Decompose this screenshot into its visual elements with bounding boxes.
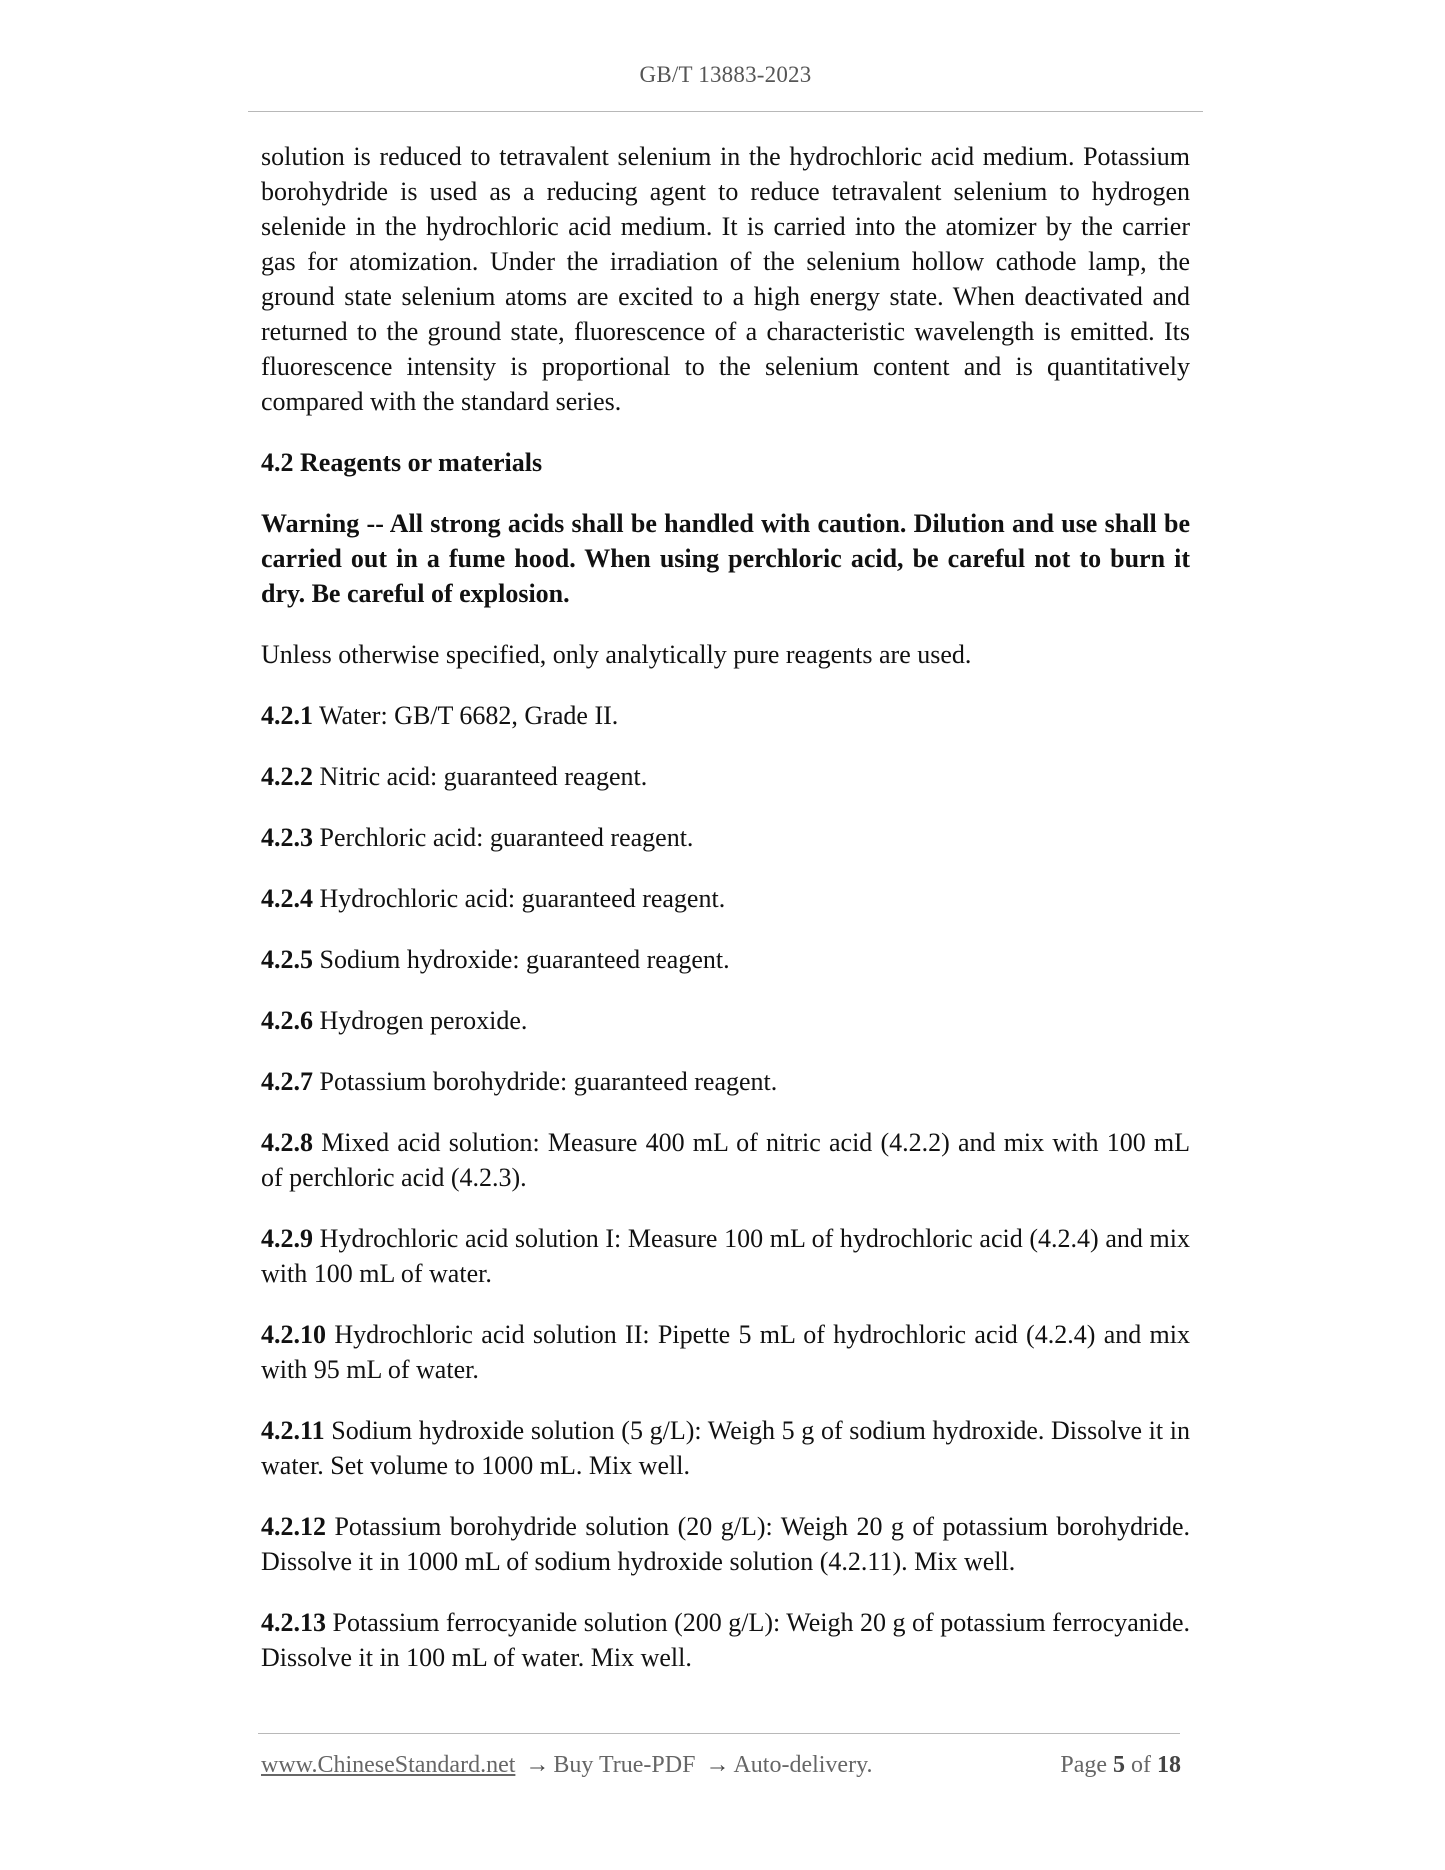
page-label: Page <box>1060 1752 1107 1778</box>
reagent-item-4-2-2 <box>261 759 1190 794</box>
reagent-item-4-2-8 <box>261 1125 1190 1195</box>
delivery-text: Auto-delivery. <box>733 1752 873 1778</box>
item-number: 4.2.5 <box>261 945 313 974</box>
section-heading: 4.2 Reagents or materials <box>261 448 543 477</box>
warning-paragraph: Warning -- All strong acids shall be handled with caution. Dilution and use shall be carried out in a fume hood. When using perchloric acid, be careful not to burn it dry. Be careful of explosion. <box>261 509 1190 608</box>
item-number: 4.2.11 <box>261 1416 325 1445</box>
reagent-item-4-2-11 <box>261 1413 1190 1483</box>
item-text: Potassium ferrocyanide solution (200 g/L): Weigh 20 g of potassium ferrocyanide. Dissolve it in 100 mL of water. Mix well. <box>261 1608 1191 1672</box>
item-number: 4.2.8 <box>261 1128 313 1157</box>
item-text: Water: GB/T 6682, Grade II. <box>319 701 619 730</box>
page-of-label: of <box>1131 1752 1151 1778</box>
site-link[interactable]: www.ChineseStandard.net <box>261 1752 516 1778</box>
item-text: Mixed acid solution: Measure 400 mL of nitric acid (4.2.2) and mix with 100 mL of perchloric acid (4.2.3). <box>261 1128 1190 1192</box>
item-text: Sodium hydroxide solution (5 g/L): Weigh 5 g of sodium hydroxide. Dissolve it in water. Set volume to 1000 mL. Mix well. <box>261 1416 1190 1480</box>
document-header-title: GB/T 13883-2023 <box>639 62 812 87</box>
item-text: Potassium borohydride solution (20 g/L): Weigh 20 g of potassium borohydride. Dissolve it in 1000 mL of sodium hydroxide solution (4.2.11). Mix well. <box>261 1512 1191 1576</box>
item-text: Hydrochloric acid solution I: Measure 100 mL of hydrochloric acid (4.2.4) and mix with 100 mL of water. <box>261 1224 1191 1288</box>
item-number: 4.2.10 <box>261 1320 326 1349</box>
right-arrow-icon: → <box>705 1752 730 1778</box>
header-divider <box>248 111 1203 112</box>
current-page-number: 5 <box>1113 1752 1125 1778</box>
item-text: Hydrochloric acid: guaranteed reagent. <box>319 884 726 913</box>
buy-text: Buy True-PDF <box>553 1752 696 1778</box>
item-text: Potassium borohydride: guaranteed reagent. <box>319 1067 778 1096</box>
item-number: 4.2.9 <box>261 1224 313 1253</box>
reagent-item-4-2-5 <box>261 942 1190 977</box>
reagent-item-4-2-10 <box>261 1317 1190 1387</box>
reagent-item-4-2-13 <box>261 1605 1190 1675</box>
item-text: Hydrogen peroxide. <box>319 1006 528 1035</box>
reagent-item-4-2-3 <box>261 820 1190 855</box>
item-number: 4.2.6 <box>261 1006 313 1035</box>
item-text: Nitric acid: guaranteed reagent. <box>319 762 648 791</box>
reagent-item-4-2-6 <box>261 1003 1190 1038</box>
reagent-item-4-2-9 <box>261 1221 1190 1291</box>
right-arrow-icon: → <box>525 1752 550 1778</box>
item-text: Perchloric acid: guaranteed reagent. <box>319 823 694 852</box>
item-number: 4.2.7 <box>261 1067 313 1096</box>
total-page-number: 18 <box>1157 1752 1181 1778</box>
item-text: Hydrochloric acid solution II: Pipette 5 mL of hydrochloric acid (4.2.4) and mix with 95 mL of water. <box>261 1320 1191 1384</box>
item-number: 4.2.4 <box>261 884 313 913</box>
footer-divider <box>258 1733 1180 1734</box>
general-note: Unless otherwise specified, only analytically pure reagents are used. <box>261 640 972 669</box>
item-text: Sodium hydroxide: guaranteed reagent. <box>319 945 730 974</box>
item-number: 4.2.12 <box>261 1512 326 1541</box>
item-number: 4.2.13 <box>261 1608 326 1637</box>
reagent-item-4-2-1 <box>261 698 1190 733</box>
item-number: 4.2.3 <box>261 823 313 852</box>
reagent-item-4-2-12 <box>261 1509 1190 1579</box>
reagent-item-4-2-7 <box>261 1064 1190 1099</box>
item-number: 4.2.2 <box>261 762 313 791</box>
item-number: 4.2.1 <box>261 701 313 730</box>
intro-paragraph: solution is reduced to tetravalent selenium in the hydrochloric acid medium. Potassium borohydride is used as a reducing agent to reduce tetravalent selenium to hydrogen selenide in the hydrochloric acid medium. It is carried into the atomizer by the carrier gas for atomization. Under the irradiation of the selenium hollow cathode lamp, the ground state selenium atoms are excited to a high energy state. When deactivated and returned to the ground state, fluorescence of a characteristic wavelength is emitted. Its fluorescence intensity is proportional to the selenium content and is quantitatively compared with the standard series. <box>261 142 1190 416</box>
page-indicator <box>1060 1752 1181 1779</box>
document-body <box>261 139 1190 1701</box>
reagent-item-4-2-4 <box>261 881 1190 916</box>
footer-promo <box>261 1752 873 1779</box>
